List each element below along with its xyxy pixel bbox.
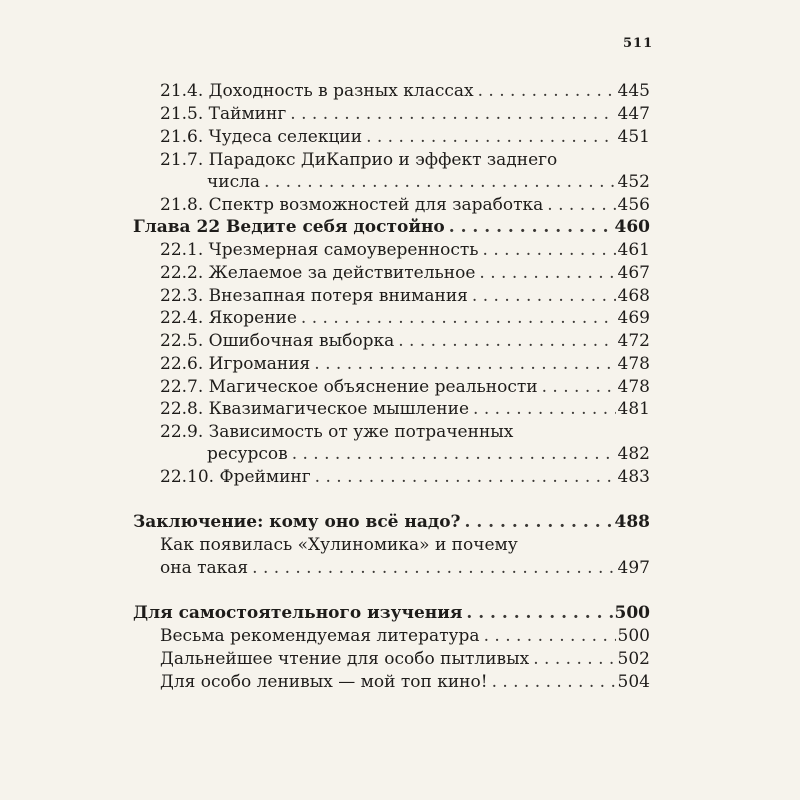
toc-entry-page: 467	[617, 263, 650, 283]
toc-conclusion	[133, 511, 650, 533]
leader-dots	[398, 330, 615, 352]
toc-entry-21-7-line1	[160, 149, 650, 171]
toc-entry-page: 460	[614, 217, 650, 237]
toc-entry-page: 500	[617, 626, 650, 646]
toc-entry-label: 22.3. Внезапная потеря внимания	[160, 286, 468, 306]
toc-entry-page: 478	[617, 354, 650, 374]
toc-entry-22-6	[160, 353, 650, 375]
toc-entry-22-5	[160, 330, 650, 352]
toc-entry-21-7-line2	[207, 171, 650, 193]
leader-dots	[473, 398, 616, 420]
toc-entry-page: 483	[617, 467, 650, 487]
toc-entry-page: 478	[617, 377, 650, 397]
toc-entry-21-4	[160, 80, 650, 102]
toc-entry-page: 497	[617, 558, 650, 578]
toc-entry-label: 21.7. Парадокс ДиКаприо и эффект заднего	[160, 150, 558, 170]
toc-entry-22-4	[160, 307, 650, 329]
toc-entry-page: 469	[617, 308, 650, 328]
leader-dots	[492, 671, 616, 693]
toc-entry-label: Как появилась «Хулиномика» и почему	[160, 535, 518, 555]
toc-entry-label: 21.4. Доходность в разных классах	[160, 81, 474, 101]
toc-entry-21-6	[160, 126, 650, 148]
toc-entry-label: 21.6. Чудеса селекции	[160, 127, 363, 147]
toc-entry-label: 22.1. Чрезмерная самоуверенность	[160, 240, 479, 260]
toc-conclusion-sub-line2	[160, 557, 650, 579]
leader-dots	[252, 557, 615, 579]
leader-dots	[466, 602, 612, 624]
toc-entry-label: Дальнейшее чтение для особо пытливых	[160, 649, 530, 669]
toc-entry-21-5	[160, 103, 650, 125]
toc-entry-label: 22.10. Фрейминг	[160, 467, 311, 487]
toc-entry-22-9-line2	[207, 443, 650, 465]
leader-dots	[542, 376, 616, 398]
toc-entry-literature	[160, 625, 650, 647]
toc-entry-page: 468	[617, 286, 650, 306]
leader-dots	[484, 625, 616, 647]
toc-entry-22-1	[160, 239, 650, 261]
toc-entry-page: 488	[614, 512, 650, 532]
toc-entry-21-8	[160, 194, 650, 216]
leader-dots	[478, 80, 616, 102]
toc-entry-label: 22.2. Желаемое за действительное	[160, 263, 476, 283]
toc-entry-page: 451	[617, 127, 650, 147]
toc-entry-label: 22.7. Магическое объяснение реальности	[160, 377, 538, 397]
leader-dots	[290, 103, 615, 125]
leader-dots	[315, 466, 616, 488]
toc-entry-22-8	[160, 398, 650, 420]
leader-dots	[472, 285, 616, 307]
leader-dots	[547, 194, 615, 216]
toc-chapter-22	[133, 216, 650, 238]
leader-dots	[366, 126, 615, 148]
toc-entry-label: 22.5. Ошибочная выборка	[160, 331, 395, 351]
toc-entry-page: 452	[617, 172, 650, 192]
toc-conclusion-sub-line1	[160, 534, 650, 556]
toc-entry-22-2	[160, 262, 650, 284]
toc-chapter-label: Заключение: кому оно всё надо?	[133, 512, 461, 532]
toc-entry-label: 21.8. Спектр возможностей для заработка	[160, 195, 544, 215]
toc-entry-page: 447	[617, 104, 650, 124]
toc-entry-further-reading	[160, 648, 650, 670]
toc-entry-label-continued: она такая	[160, 558, 249, 578]
toc-entry-label: Для особо ленивых — мой топ кино!	[160, 672, 488, 692]
toc-self-study	[133, 602, 650, 624]
leader-dots	[314, 353, 615, 375]
leader-dots	[301, 307, 616, 329]
toc-entry-page: 482	[617, 444, 650, 464]
toc-entry-label-continued: ресурсов	[207, 444, 288, 464]
toc-entry-label: 22.8. Квазимагическое мышление	[160, 399, 470, 419]
toc-entry-page: 500	[614, 603, 650, 623]
toc-entry-22-3	[160, 285, 650, 307]
toc-entry-page: 456	[617, 195, 650, 215]
leader-dots	[533, 648, 615, 670]
leader-dots	[483, 239, 616, 261]
toc-entry-label: 22.6. Игромания	[160, 354, 311, 374]
toc-chapter-label: Для самостоятельного изучения	[133, 603, 463, 623]
toc-entry-22-7	[160, 376, 650, 398]
toc-entry-page: 504	[617, 672, 650, 692]
leader-dots	[479, 262, 615, 284]
toc-entry-label: 22.9. Зависимость от уже потраченных	[160, 422, 514, 442]
leader-dots	[264, 171, 616, 193]
toc-entry-page: 481	[617, 399, 650, 419]
toc-entry-label: 22.4. Якорение	[160, 308, 297, 328]
toc-entry-label: Весьма рекомендуемая литература	[160, 626, 480, 646]
toc-entry-page: 445	[617, 81, 650, 101]
toc-chapter-label: Глава 22 Ведите себя достойно	[133, 217, 445, 237]
toc-entry-top-movies	[160, 671, 650, 693]
toc-entry-page: 472	[617, 331, 650, 351]
toc-entry-page: 502	[617, 649, 650, 669]
leader-dots	[465, 511, 613, 533]
toc-entry-22-9-line1	[160, 421, 650, 443]
leader-dots	[449, 216, 613, 238]
toc-entry-label: 21.5. Тайминг	[160, 104, 287, 124]
toc-entry-label-continued: числа	[207, 172, 261, 192]
leader-dots	[292, 443, 616, 465]
toc-entry-22-10	[160, 466, 650, 488]
toc-entry-page: 461	[617, 240, 650, 260]
page-number: 511	[623, 36, 654, 51]
